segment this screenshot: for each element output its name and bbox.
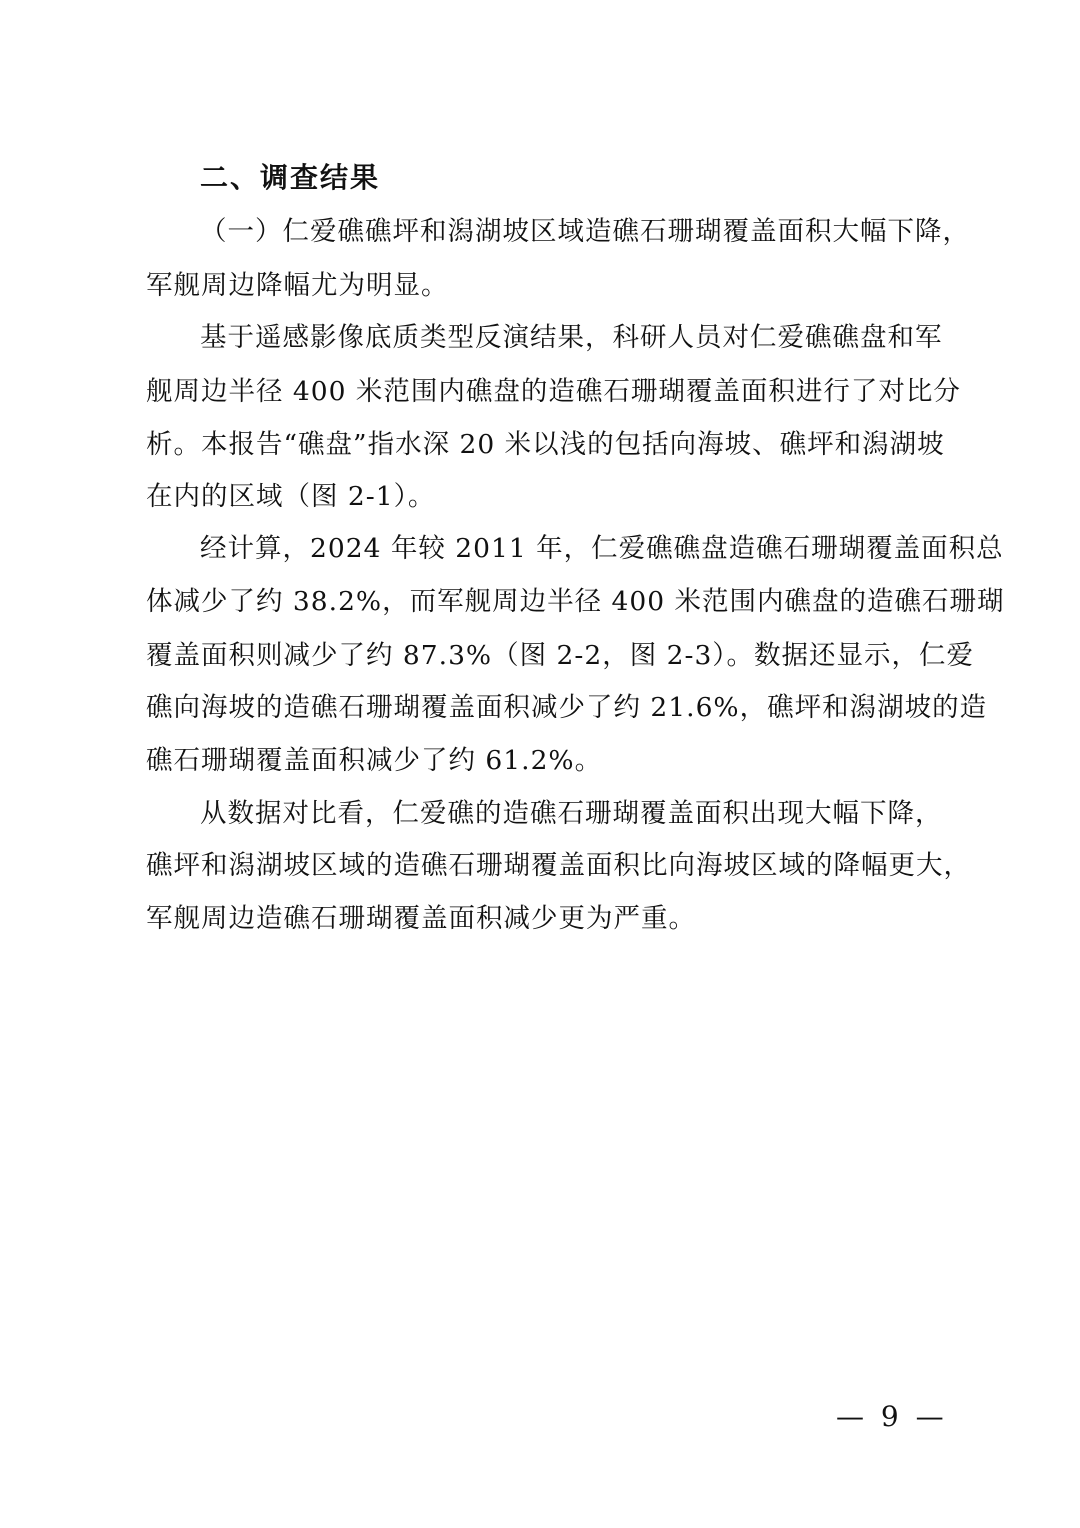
paragraph-3-line-1: 从数据对比看，仁爱礁的造礁石珊瑚覆盖面积出现大幅下降， — [200, 798, 943, 829]
paragraph-2-line-3: 覆盖面积则减少了约 87.3%（图 2-2，图 2-3）。数据还显示，仁爱 — [146, 640, 975, 671]
page-number: — 9 — — [836, 1400, 948, 1433]
paragraph-1-line-2: 舰周边半径 400 米范围内礁盘的造礁石珊瑚覆盖面积进行了对比分 — [146, 376, 961, 407]
subsection-heading-line-1: （一）仁爱礁礁坪和潟湖坡区域造礁石珊瑚覆盖面积大幅下降， — [200, 216, 970, 247]
subsection-heading-line-2: 军舰周边降幅尤为明显。 — [146, 270, 449, 301]
paragraph-3-line-2: 礁坪和潟湖坡区域的造礁石珊瑚覆盖面积比向海坡区域的降幅更大， — [146, 850, 971, 881]
paragraph-2-line-4: 礁向海坡的造礁石珊瑚覆盖面积减少了约 21.6%，礁坪和潟湖坡的造 — [146, 692, 988, 723]
paragraph-2-line-1: 经计算，2024 年较 2011 年，仁爱礁礁盘造礁石珊瑚覆盖面积总 — [200, 533, 1004, 564]
paragraph-2-line-2: 体减少了约 38.2%，而军舰周边半径 400 米范围内礁盘的造礁石珊瑚 — [146, 586, 1005, 617]
paragraph-1-line-1: 基于遥感影像底质类型反演结果，科研人员对仁爱礁礁盘和军 — [200, 322, 943, 353]
paragraph-2-line-5: 礁石珊瑚覆盖面积减少了约 61.2%。 — [146, 745, 603, 776]
paragraph-1-line-4: 在内的区域（图 2-1）。 — [146, 481, 436, 512]
paragraph-3-line-3: 军舰周边造礁石珊瑚覆盖面积减少更为严重。 — [146, 903, 696, 934]
paragraph-1-line-3: 析。本报告“礁盘”指水深 20 米以浅的包括向海坡、礁坪和潟湖坡 — [146, 429, 945, 460]
section-heading: 二、调查结果 — [200, 161, 381, 194]
